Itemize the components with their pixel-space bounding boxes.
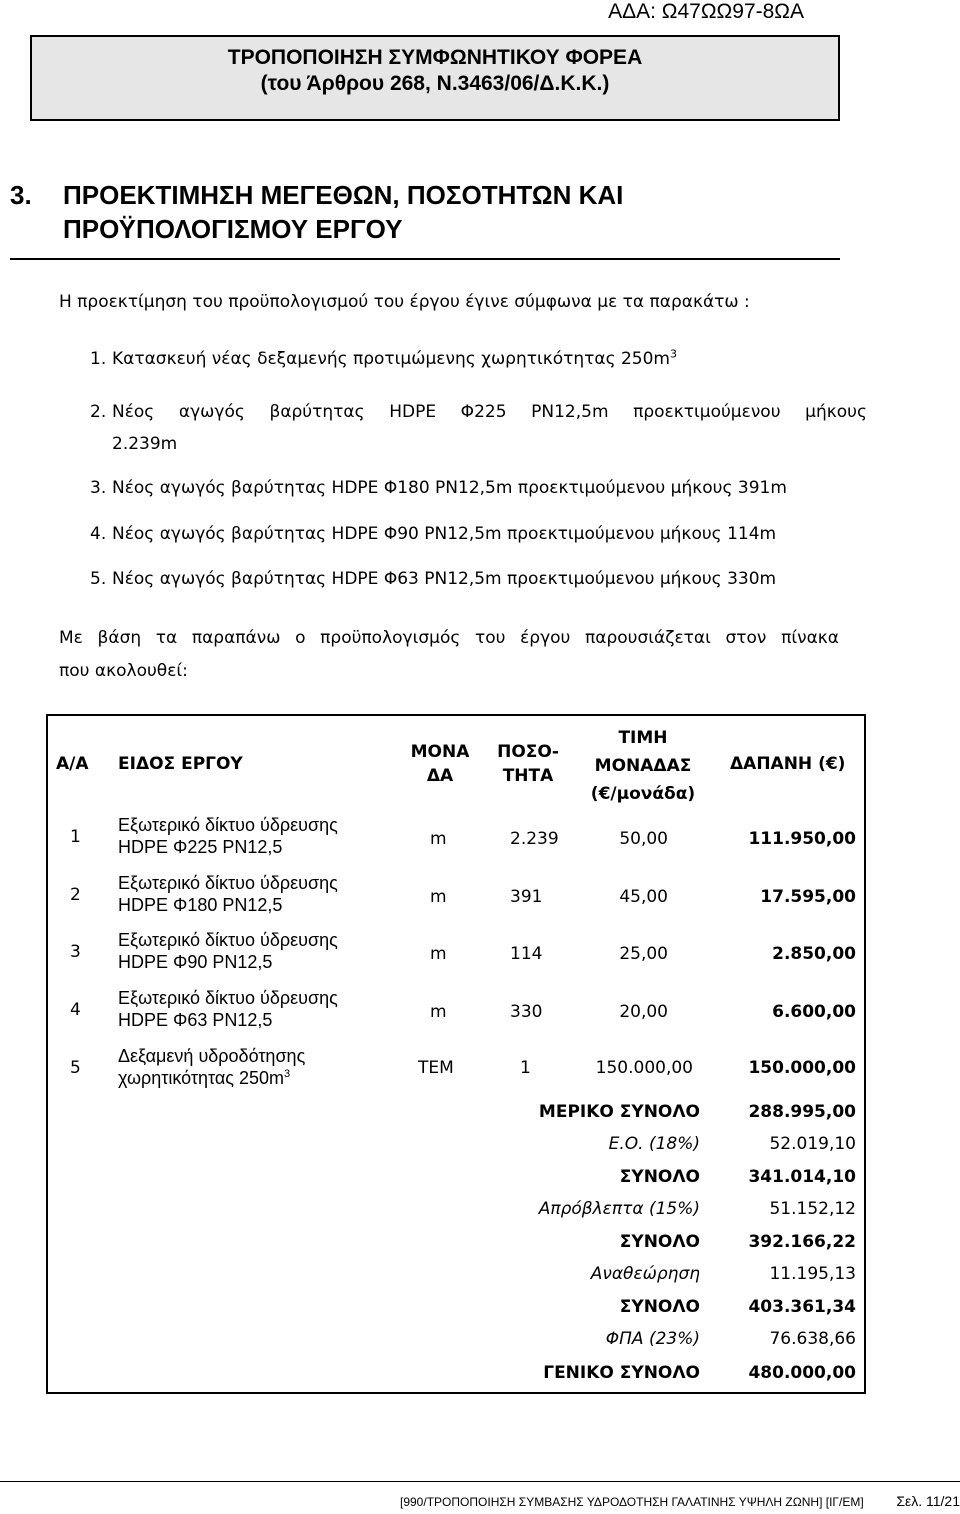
total-label: Ε.Ο. (18%) xyxy=(608,1134,700,1154)
row-aa: 2 xyxy=(70,885,81,905)
grand-total-label: ΓΕΝΙΚΟ ΣΥΝΟΛΟ xyxy=(543,1363,700,1383)
row-unit: m xyxy=(430,829,447,849)
row-aa: 5 xyxy=(70,1058,81,1078)
row-price: 20,00 xyxy=(619,1002,668,1022)
row-unit: m xyxy=(430,944,447,964)
footer-document-ref: [990/ΤΡΟΠΟΠΟΙΗΣΗ ΣΥΜΒΑΣΗΣ ΥΔΡΟΔΟΤΗΣΗ ΓΑΛΑΤΙΝΗΣ ΥΨΗΛΗ ΖΩΝΗ] [ΙΓ/ΕΜ] xyxy=(400,1495,864,1509)
total-value: 51.152,12 xyxy=(769,1199,856,1219)
list-item-continuation: 2.239m xyxy=(112,434,178,454)
footer-page-number: Σελ. 11/21 xyxy=(896,1493,960,1509)
row-aa: 3 xyxy=(70,942,81,962)
row-quantity: 2.239 xyxy=(510,829,559,849)
row-aa: 4 xyxy=(70,1000,81,1020)
row-cost: 111.950,00 xyxy=(748,829,856,849)
list-item: 2. Νέος αγωγός βαρύτητας HDPE Φ225 PN12,5m προεκτιμούμενου μήκους xyxy=(90,402,867,422)
header-subtitle: (του Άρθρου 268, Ν.3463/06/Δ.Κ.Κ.) xyxy=(260,72,610,95)
list-item: 5. Νέος αγωγός βαρύτητας HDPE Φ63 PN12,5m προεκτιμούμενου μήκους 330m xyxy=(90,569,777,589)
total-label: ΜΕΡΙΚΟ ΣΥΝΟΛΟ xyxy=(538,1102,700,1122)
header-posotita: ΠΟΣΟ- ΤΗΤΑ xyxy=(497,742,559,786)
page-footer xyxy=(0,1481,960,1509)
section-number: 3. xyxy=(10,180,32,210)
row-description: Εξωτερικό δίκτυο ύδρευσης HDPE Φ90 PN12,5 xyxy=(118,930,338,972)
intro-text: Η προεκτίμηση του προϋπολογισμού του έργου έγινε σύμφωνα με τα παρακάτω : xyxy=(59,292,750,312)
row-price: 50,00 xyxy=(619,829,668,849)
row-aa: 1 xyxy=(70,827,81,847)
list-item: 1. Κατασκευή νέας δεξαμενής προτιμώμενης χωρητικότητας $250m^3$ xyxy=(90,347,677,369)
budget-table xyxy=(46,714,866,1394)
row-cost: 6.600,00 xyxy=(772,1002,856,1022)
list-item: 3. Νέος αγωγός βαρύτητας HDPE Φ180 PN12,5m προεκτιμούμενου μήκους 391m xyxy=(90,478,787,498)
total-label: ΣΥΝΟΛΟ xyxy=(619,1297,700,1317)
ada-code: ΑΔΑ: Ω47ΩΩ97-8ΩΑ xyxy=(608,0,804,23)
total-value: 52.019,10 xyxy=(769,1134,856,1154)
total-label: Αναθεώρηση xyxy=(590,1264,700,1284)
row-price: 150.000,00 xyxy=(595,1058,693,1078)
row-quantity: 114 xyxy=(510,944,543,964)
section-heading xyxy=(10,178,840,260)
total-label: Απρόβλεπτα (15%) xyxy=(538,1199,700,1219)
row-unit: m xyxy=(430,887,447,907)
total-label: ΣΥΝΟΛΟ xyxy=(619,1167,700,1187)
header-timi: ΤΙΜΗ ΜΟΝΑΔΑΣ (€/μονάδα) xyxy=(590,728,696,804)
header-aa: Α/Α xyxy=(56,754,89,774)
list-item: 4. Νέος αγωγός βαρύτητας HDPE Φ90 PN12,5m προεκτιμούμενου μήκους 114m xyxy=(90,524,777,544)
row-quantity: 330 xyxy=(510,1002,543,1022)
total-value: 76.638,66 xyxy=(769,1329,856,1349)
total-value: 341.014,10 xyxy=(748,1167,856,1187)
row-description: Δεξαμενή υδροδότησης χωρητικότητας $250m^3$ xyxy=(118,1046,306,1088)
row-description: Εξωτερικό δίκτυο ύδρευσης HDPE Φ63 PN12,5 xyxy=(118,988,338,1030)
total-value: 392.166,22 xyxy=(748,1232,856,1252)
total-value: 403.361,34 xyxy=(748,1297,856,1317)
row-price: 25,00 xyxy=(619,944,668,964)
total-label: ΣΥΝΟΛΟ xyxy=(619,1232,700,1252)
total-label: ΦΠΑ (23%) xyxy=(605,1329,700,1349)
row-description: Εξωτερικό δίκτυο ύδρευσης HDPE Φ180 PN12,5 xyxy=(118,873,338,915)
total-value: 11.195,13 xyxy=(769,1264,856,1284)
row-description: Εξωτερικό δίκτυο ύδρευσης HDPE Φ225 PN12,5 xyxy=(118,815,338,857)
row-unit: ΤΕΜ xyxy=(418,1058,454,1078)
section-title-line2: ΠΡΟΫΠΟΛΟΓΙΣΜΟΥ ΕΡΓΟΥ xyxy=(63,214,403,244)
row-cost: 150.000,00 xyxy=(748,1058,856,1078)
grand-total-value: 480.000,00 xyxy=(748,1363,856,1383)
document-header-box xyxy=(30,35,840,121)
total-value: 288.995,00 xyxy=(748,1102,856,1122)
header-dapani: ΔΑΠΑΝΗ (€) xyxy=(730,754,846,774)
header-monada: ΜΟΝΑ ΔΑ xyxy=(410,742,470,786)
row-quantity: 1 xyxy=(520,1058,531,1078)
row-quantity: 391 xyxy=(510,887,543,907)
header-title: ΤΡΟΠΟΠΟΙΗΣΗ ΣΥΜΦΩΝΗΤΙΚΟΥ ΦΟΡΕΑ xyxy=(227,46,643,69)
header-eidos: ΕΙΔΟΣ ΕΡΓΟΥ xyxy=(118,754,243,774)
section-title-line1: ΠΡΟΕΚΤΙΜΗΣΗ ΜΕΓΕΘΩΝ, ΠΟΣΟΤΗΤΩΝ ΚΑΙ xyxy=(63,180,624,210)
row-unit: m xyxy=(430,1002,447,1022)
row-price: 45,00 xyxy=(619,887,668,907)
row-cost: 17.595,00 xyxy=(760,887,856,907)
table-intro-paragraph: Με βάση τα παραπάνω ο προϋπολογισμός του έργου παρουσιάζεται στον πίνακα που ακολουθεί: xyxy=(59,628,839,681)
row-cost: 2.850,00 xyxy=(772,944,856,964)
